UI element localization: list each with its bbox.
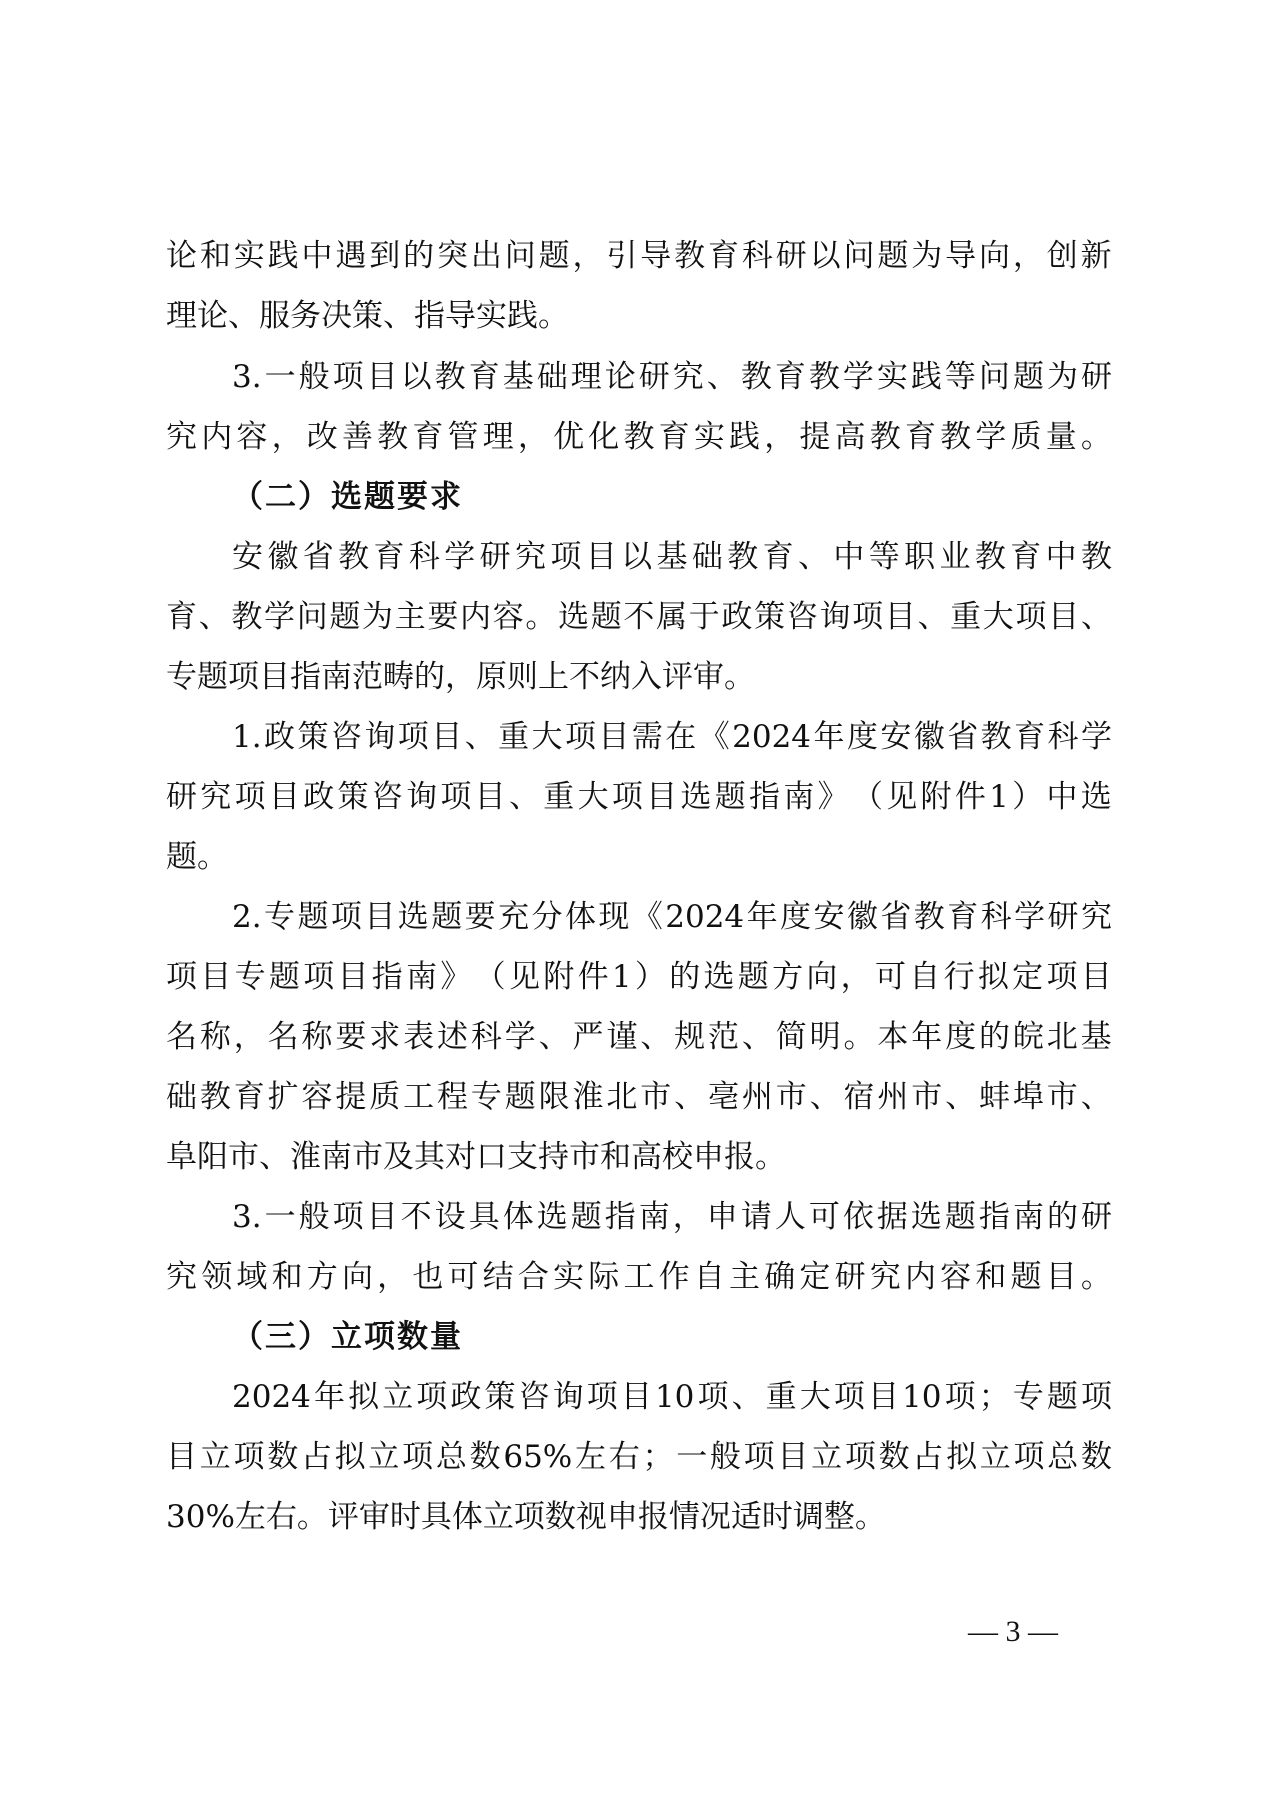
text-line: 2024 年 拟 立 项 政 策 咨 询 项 目 10 项 、 重 大 项 目 10 项 ； 专 题 项	[232, 1379, 1112, 1415]
text-line: 3. 一 般 项 目 不 设 具 体 选 题 指 南 ， 申 请 人 可 依 据 选 题 指 南 的 研	[232, 1199, 1112, 1235]
text-line: 理论、服务决策、指导实践。	[166, 298, 569, 334]
text-line: 阜阳市、淮南市及其对口支持市和高校申报。	[166, 1139, 786, 1175]
text-line: 目 立 项 数 占 拟 立 项 总 数 65% 左 右 ； 一 般 项 目 立 项 数 占 拟 立 项 总 数	[166, 1439, 1112, 1475]
text-line: 2. 专 题 项 目 选 题 要 充 分 体 现 《 2024 年 度 安 徽 省 教 育 科 学 研 究	[232, 899, 1112, 935]
text-line: 题。	[166, 839, 228, 875]
text-line: 研 究 项 目 政 策 咨 询 项 目 、 重 大 项 目 选 题 指 南 》 （ 见 附 件 1 ） 中 选	[166, 779, 1112, 815]
text-line: 究 领 域 和 方 向 ， 也 可 结 合 实 际 工 作 自 主 确 定 研 究 内 容 和 题 目 。	[166, 1259, 1112, 1295]
text-line: 础 教 育 扩 容 提 质 工 程 专 题 限 淮 北 市 、 亳 州 市 、 宿 州 市 、 蚌 埠 市 、	[166, 1079, 1112, 1115]
text-line: 1. 政 策 咨 询 项 目 、 重 大 项 目 需 在 《 2024 年 度 安 徽 省 教 育 科 学	[232, 719, 1112, 755]
text-line: 3. 一 般 项 目 以 教 育 基 础 理 论 研 究 、 教 育 教 学 实 践 等 问 题 为 研	[232, 359, 1112, 395]
section-heading: （三）立项数量	[232, 1319, 463, 1355]
text-line: 安 徽 省 教 育 科 学 研 究 项 目 以 基 础 教 育 、 中 等 职 业 教 育 中 教	[232, 539, 1112, 575]
text-line: 论 和 实 践 中 遇 到 的 突 出 问 题 ， 引 导 教 育 科 研 以 问 题 为 导 向 ， 创 新	[166, 238, 1112, 274]
page-number: — 3 —	[968, 1615, 1058, 1648]
text-line: 专题项目指南范畴的，原则上不纳入评审。	[166, 659, 755, 695]
section-heading: （二）选题要求	[232, 479, 463, 515]
text-line: 30%左右。评审时具体立项数视申报情况适时调整。	[166, 1499, 886, 1535]
text-line: 育 、 教 学 问 题 为 主 要 内 容 。 选 题 不 属 于 政 策 咨 询 项 目 、 重 大 项 目 、	[166, 599, 1112, 635]
text-line: 项 目 专 题 项 目 指 南 》 （ 见 附 件 1 ） 的 选 题 方 向 ， 可 自 行 拟 定 项 目	[166, 959, 1112, 995]
text-line: 究 内 容 ， 改 善 教 育 管 理 ， 优 化 教 育 实 践 ， 提 高 教 育 教 学 质 量 。	[166, 419, 1112, 455]
text-line: 名 称 ， 名 称 要 求 表 述 科 学 、 严 谨 、 规 范 、 简 明 。 本 年 度 的 皖 北 基	[166, 1019, 1112, 1055]
